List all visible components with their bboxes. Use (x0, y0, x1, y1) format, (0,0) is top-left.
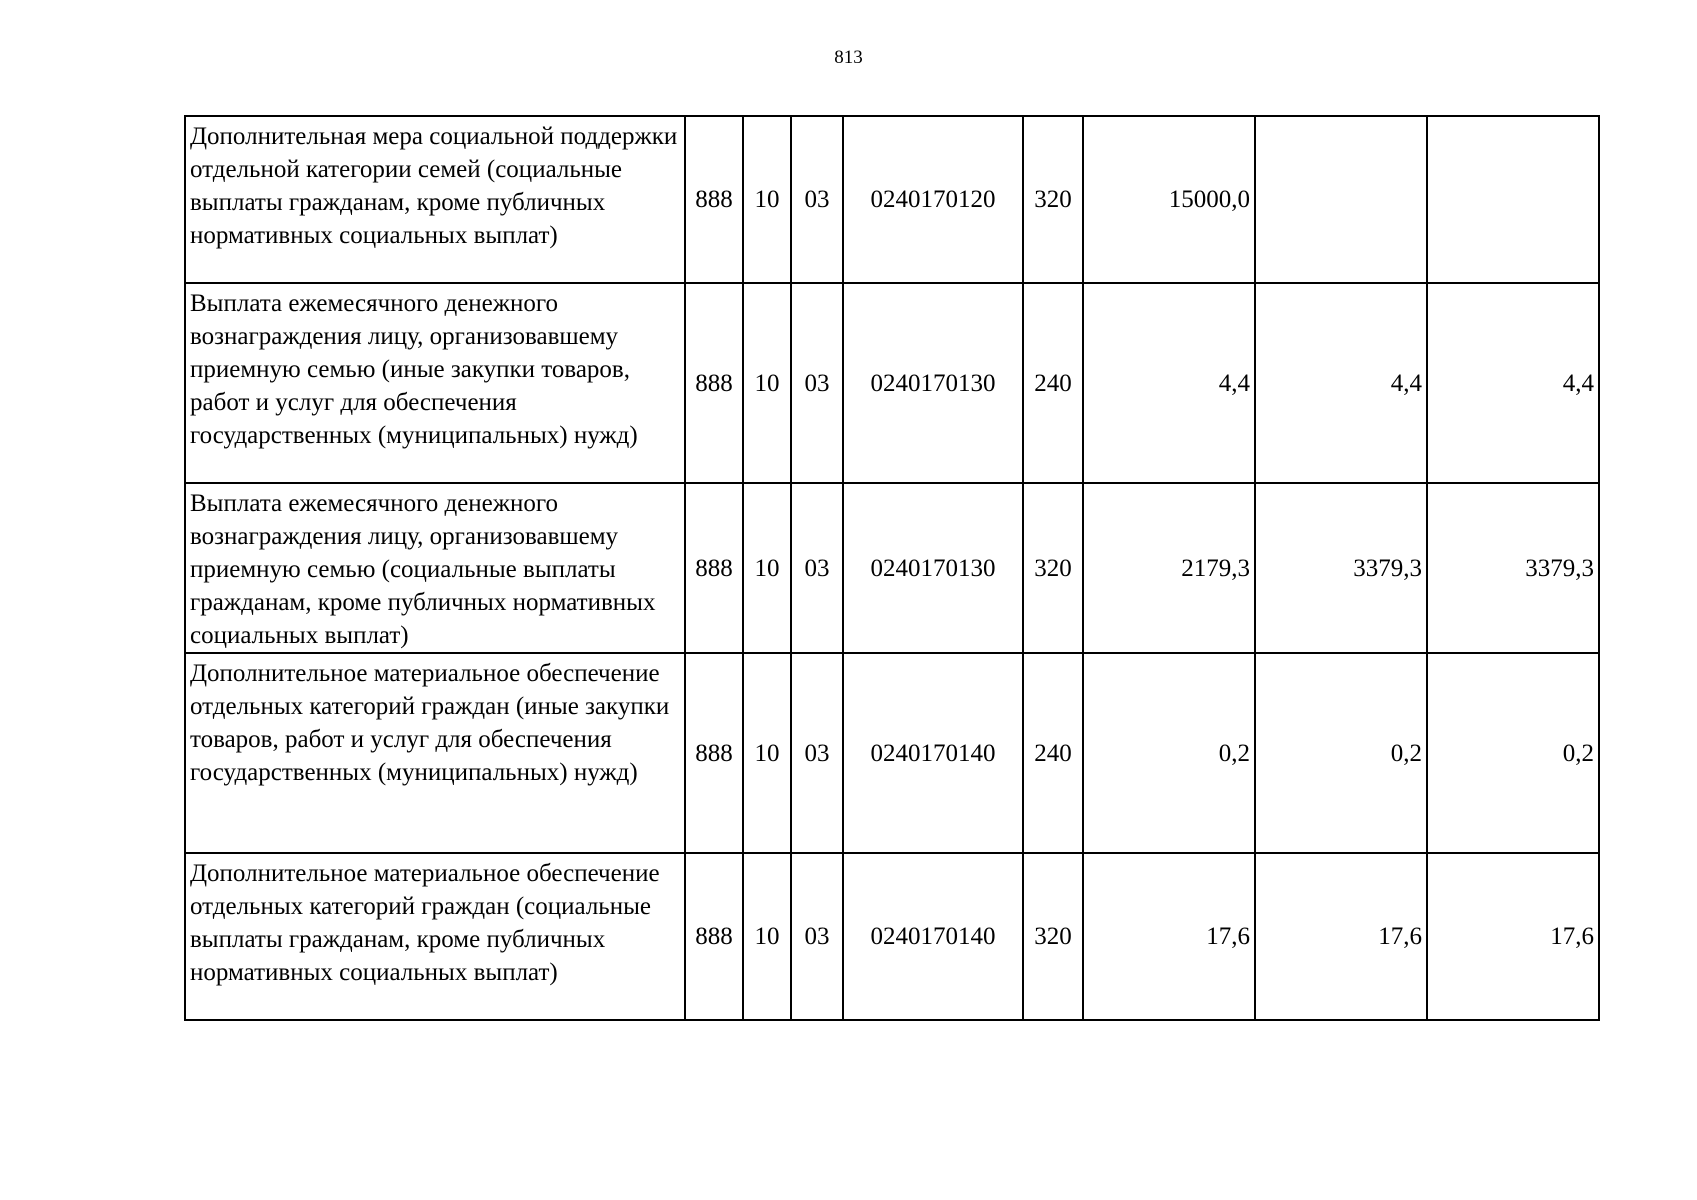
ministry-code: 888 (685, 283, 743, 483)
amount-year-2 (1255, 116, 1427, 283)
amount-year-1: 4,4 (1083, 283, 1255, 483)
ministry-code: 888 (685, 483, 743, 653)
section-code: 10 (743, 283, 791, 483)
target-article-code: 0240170130 (843, 483, 1023, 653)
amount-year-2: 0,2 (1255, 653, 1427, 853)
expense-type-code: 240 (1023, 653, 1083, 853)
target-article-code: 0240170140 (843, 853, 1023, 1020)
table-row (185, 853, 1599, 1020)
amount-year-1: 17,6 (1083, 853, 1255, 1020)
amount-year-3: 17,6 (1427, 853, 1599, 1020)
amount-year-3: 3379,3 (1427, 483, 1599, 653)
section-code: 10 (743, 116, 791, 283)
row-description: Выплата ежемесячного денежного вознаграждения лицу, организовавшему приемную семью (иные закупки товаров, работ и услуг для обеспечения государственных (муниципальных) нужд) (185, 283, 685, 483)
subsection-code: 03 (791, 283, 843, 483)
target-article-code: 0240170120 (843, 116, 1023, 283)
page-number: 813 (834, 47, 863, 68)
budget-table (184, 115, 1600, 1021)
table-row (185, 283, 1599, 483)
ministry-code: 888 (685, 653, 743, 853)
amount-year-2: 4,4 (1255, 283, 1427, 483)
ministry-code: 888 (685, 116, 743, 283)
subsection-code: 03 (791, 653, 843, 853)
expense-type-code: 240 (1023, 283, 1083, 483)
section-code: 10 (743, 853, 791, 1020)
expense-type-code: 320 (1023, 483, 1083, 653)
amount-year-3: 0,2 (1427, 653, 1599, 853)
amount-year-2: 3379,3 (1255, 483, 1427, 653)
subsection-code: 03 (791, 116, 843, 283)
table-row (185, 116, 1599, 283)
table-row (185, 483, 1599, 653)
target-article-code: 0240170130 (843, 283, 1023, 483)
amount-year-1: 15000,0 (1083, 116, 1255, 283)
amount-year-3 (1427, 116, 1599, 283)
ministry-code: 888 (685, 853, 743, 1020)
section-code: 10 (743, 483, 791, 653)
amount-year-1: 0,2 (1083, 653, 1255, 853)
subsection-code: 03 (791, 483, 843, 653)
table-row (185, 653, 1599, 853)
row-description: Дополнительная мера социальной поддержки отдельной категории семей (социальные выплаты гражданам, кроме публичных нормативных социальных выплат) (185, 116, 685, 283)
amount-year-1: 2179,3 (1083, 483, 1255, 653)
section-code: 10 (743, 653, 791, 853)
amount-year-3: 4,4 (1427, 283, 1599, 483)
row-description: Дополнительное материальное обеспечение отдельных категорий граждан (иные закупки товаров, работ и услуг для обеспечения государственных (муниципальных) нужд) (185, 653, 685, 853)
expense-type-code: 320 (1023, 116, 1083, 283)
amount-year-2: 17,6 (1255, 853, 1427, 1020)
target-article-code: 0240170140 (843, 653, 1023, 853)
row-description: Дополнительное материальное обеспечение отдельных категорий граждан (социальные выплаты гражданам, кроме публичных нормативных социальных выплат) (185, 853, 685, 1020)
subsection-code: 03 (791, 853, 843, 1020)
expense-type-code: 320 (1023, 853, 1083, 1020)
row-description: Выплата ежемесячного денежного вознаграждения лицу, организовавшему приемную семью (социальные выплаты гражданам, кроме публичных нормативных социальных выплат) (185, 483, 685, 653)
